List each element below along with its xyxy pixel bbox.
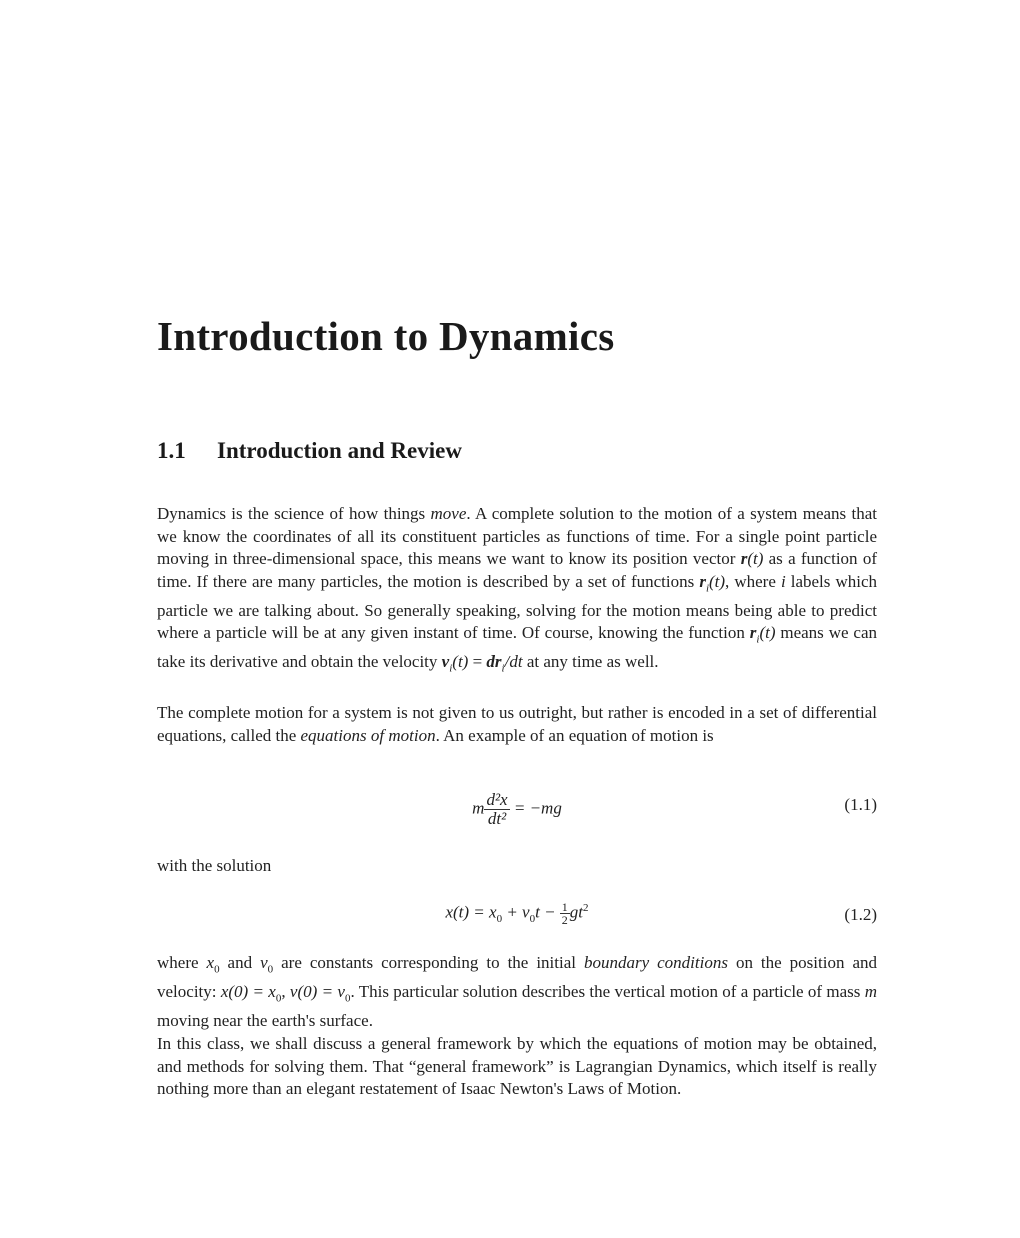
math-term: + v [502, 902, 530, 922]
text-run: as a function of time. If there are many particles, the motion is described by a set of functions [157, 549, 877, 591]
math-sub-0: 0 [529, 912, 536, 925]
math-term: t − [535, 902, 560, 922]
fraction-denominator: dt² [487, 809, 507, 828]
text-run: The complete motion for a system is not given to us outright, but rather is encoded in a set of differential equations, called the [157, 703, 877, 745]
section-title: Introduction and Review [217, 438, 462, 463]
math-x: x [206, 953, 215, 972]
math-dt: /dt [504, 652, 523, 672]
math-r: r [740, 549, 748, 569]
paragraph-definition [157, 503, 877, 680]
text-run: and [219, 953, 261, 972]
text-run: where [157, 953, 207, 972]
math-sub-0: 0 [496, 912, 503, 925]
text-run: means we can take its derivative and obtain the velocity [157, 623, 877, 672]
math-arg: (t) [709, 571, 726, 591]
fraction [484, 791, 509, 828]
fraction-denominator: 2 [561, 913, 568, 927]
paragraph-boundary-conditions [157, 952, 877, 1033]
text-run: , where [725, 571, 781, 591]
math-term: gt [569, 902, 584, 922]
math-v: v [441, 652, 450, 672]
section-heading [157, 438, 462, 464]
fraction-numerator: d²x [486, 790, 508, 809]
text-run: are constants corresponding to the initial [273, 953, 584, 972]
emphasis-move: move [430, 504, 467, 523]
math-sub-i: i [501, 662, 505, 675]
math-arg: (t) [759, 623, 776, 643]
math-sub-0: 0 [275, 992, 282, 1005]
text-run: moving near the earth's surface. [157, 1010, 373, 1030]
math-sub-0: 0 [267, 963, 274, 976]
text-run: , [281, 981, 290, 1001]
text-run: Dynamics is the science of how things [157, 504, 431, 523]
text-run: . An example of an equation of motion is [435, 725, 714, 745]
paragraph-with-solution: with the solution [157, 856, 272, 875]
equation-1-2 [157, 893, 877, 937]
equation-number: (1.1) [844, 795, 877, 814]
math-sub-0: 0 [214, 963, 220, 976]
math-v-condition: v(0) = v [289, 981, 345, 1001]
math-sub-0: 0 [344, 992, 351, 1005]
math-i: i [780, 571, 786, 591]
chapter-title: Introduction to Dynamics [157, 313, 615, 359]
math-sub-i: i [705, 582, 709, 595]
math-sup-2: 2 [583, 901, 589, 914]
math-v: v [260, 953, 268, 972]
math-lhs: x(t) = x [445, 902, 497, 922]
math-ri: r [749, 623, 757, 643]
math-x-condition: x(0) = x [220, 981, 276, 1001]
fraction-numerator: 1 [561, 900, 568, 914]
math-sub-i: i [449, 662, 453, 675]
math-m: m [864, 981, 877, 1001]
equation-body [157, 901, 877, 926]
text-run: labels which particle we are talking about. So generally speaking, solving for the motion means being able to predict where a particle will be at any given instant of time. Of course, knowing the function [157, 571, 878, 643]
emphasis-boundary-conditions: boundary conditions [583, 953, 728, 972]
paragraph-equations-of-motion [157, 702, 877, 747]
equation-1-1 [157, 783, 877, 827]
math-ri: r [699, 571, 706, 591]
text-run: . This particular solution describes the vertical motion of a particle of mass [350, 981, 865, 1001]
section-number: 1.1 [157, 438, 186, 463]
math-equals: = [468, 652, 487, 672]
text-run: at any time as well. [522, 652, 659, 672]
math-m: m [472, 798, 485, 818]
math-dr: dr [486, 652, 502, 672]
paragraph-lagrangian: In this class, we shall discuss a general framework by which the equations of motion may be obtained, and methods for solving them. That “general framework” is Lagrangian Dynamics, which itself is really nothing more than an elegant restatement of Isaac Newton's Laws of Motion. [157, 1034, 877, 1099]
emphasis-equations-of-motion: equations of motion [300, 725, 436, 745]
equation-rhs: = −mg [509, 798, 562, 818]
math-arg: (t) [452, 652, 469, 672]
fraction-half [560, 901, 570, 926]
text-run: . A complete solution to the motion of a system means that we know the coordinates of all its constituent particles as functions of time. For a single point particle moving in three-dimensional space, this means we want to know its position vector [157, 504, 877, 569]
text-run: on the position and velocity: [157, 953, 877, 1001]
math-arg: (t) [747, 549, 764, 569]
equation-number: (1.2) [844, 905, 877, 924]
equation-body [157, 791, 877, 828]
math-sub-i: i [756, 633, 760, 646]
